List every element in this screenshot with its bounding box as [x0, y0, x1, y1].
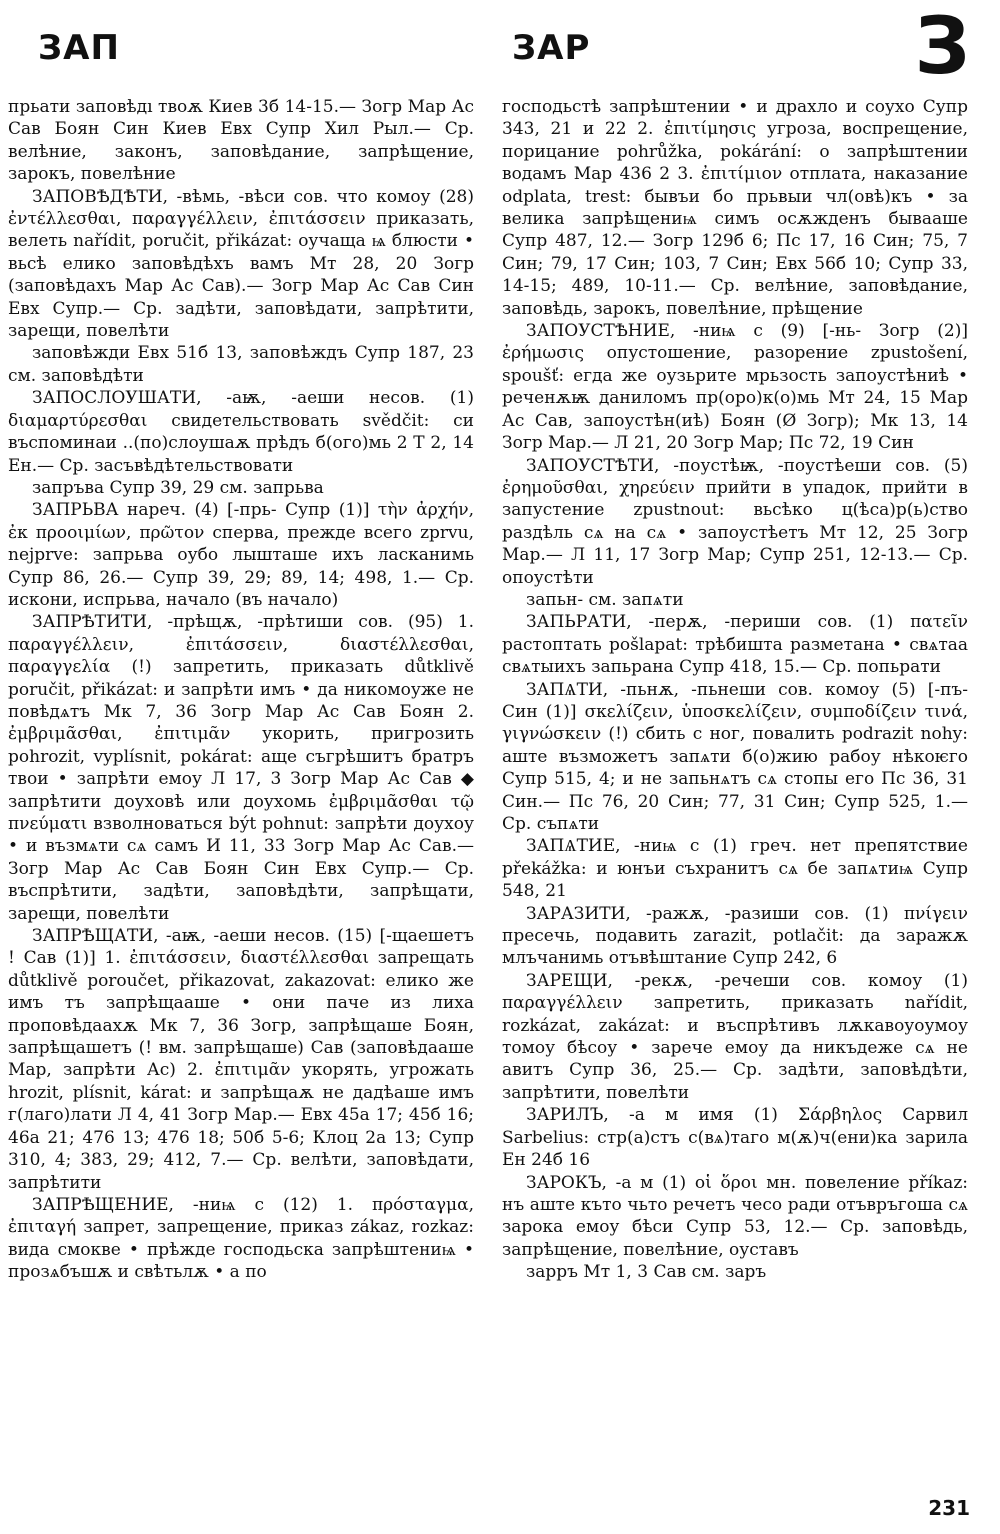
entry-zapn-ref: запьн- см. запѧти [526, 589, 684, 610]
entry-zapreshtenie: ЗАПРѢЩЕНИЕ, -ниѩ с (12) 1. πρόσταγμα, ἐπιταγή запрет, запрещение, приказ zákaz, rozkaz: вида смокве • прѣжде господьска запрѣштениѩ • прозѧбъшѫ и свѣтьлѫ • а по [8, 1194, 474, 1283]
entry-zapusteti: ЗАПОУСТѢТИ, -поустѣѭ, -поустѣеши сов. (5) ἐρημοῦσθαι, χηρεύειν прийти в упадок, прийти в запустение zpustnout: вьсѣко ц(ѣса)р(ь)ство раздѣль сѧ на сѧ • запоустѣетъ Мт 12, 25 Зогр Мар.— Л 11, 17 Зогр Мар; Супр 251, 12-13.— Ср. опоустѣти [502, 455, 968, 588]
section-letter: З [914, 2, 970, 92]
page-header [0, 0, 1000, 90]
entry-zaprati: ЗАПЬРАТИ, -перѫ, -периши сов. (1) πατεῖν растоптать pošlapat: трѣбиштa разметана • свѧтаа свѧтыихъ запьрана Супр 418, 15.— Ср. попьрати [502, 612, 968, 678]
entry-zapovedeti: ЗАПОВѢДѢТИ, -вѣмь, -вѣси сов. что комоу (28) ἐντέλλεσθαι, παραγγέλλειν, ἐπιτάσσειν приказать, велеть nařídit, poručit, přikázat: оучаща ѩ блюсти • вьсѣ елико заповѣдѣхъ вамъ Мт 28, 20 Зогр (заповѣдахъ Мар Ас Сав).— Зогр Мар Ас Сав Син Евх Супр.— Ср. задѣти, заповѣдати, запрѣтити, зарещи, повелѣти [8, 186, 474, 342]
entry-zareshti: ЗАРЕЩИ, -рекѫ, -речеши сов. комоу (1) παραγγέλλειν запретить, приказать nařídit, rozkázat, zakázat: и въспрѣтивъ лѫкавоуоумоу томоу бѣсоу • зарече емоу да никъдеже сѧ не авитъ Супр 36, 25.— Ср. задѣти, заповѣдѣти, запрѣтити, повелѣти [502, 970, 968, 1103]
entry-zarr-ref: зарръ Мт 1, 3 Сав см. заръ [526, 1262, 767, 1283]
left-column [8, 96, 474, 1284]
entry-zapreshtati: ЗАПРѢЩАТИ, -аѭ, -аеши несов. (15) [-щаешетъ ! Сав (1)] 1. ἐπιτάσσειν, διαστέλλεσθαι запрещать důtklivě poroučet, přikazovat, zakazovat: елико же имъ тъ запрѣщааше • они паче из лиха проповѣдаахѫ Мк 7, 36 Зогр, запрѣщаше Боян, запрѣщашетъ (! вм. запрѣщаше) Сав (заповѣдааше Мар, запрѣти Ас) 2. ἐπιτιμᾶν укорять, угрожать hrozit, plísnit, kárat: и запрѣщаѫ не дадѣаше имъ г(лаго)лати Л 4, 41 Зогр Мар.— Евх 45а 17; 45б 16; 46а 21; 476 13; 476 18; 50б 5-6; Клоц 2а 13; Супр 310, 4; 383, 29; 412, 7.— Ср. велѣти, заповѣдати, запрѣтити [8, 926, 474, 1193]
entry-continuation-right: господьстѣ запрѣштении • и драхло и соухо Супр 343, 21 и 22 2. ἐπιτίμησις угроза, воспрещение, порицание pohrůžka, pokárání: о запрѣштении водамъ Мар 436 2 3. ἐπιτίμιον отплата, наказание odplata, trest: бывъи бо прьвыи чл(овѣ)къ • за велика запрѣщениѩ симъ осѫжденъ бывааше Супр 487, 12.— Зогр 129б 6; Пс 17, 16 Син; 75, 7 Син; 79, 17 Син; 103, 7 Син; Евх 56б 10; Супр 33, 14-15; 489, 10-11.— Ср. велѣние, заповѣдание, заповѣдь, зарокъ, повелѣние, прѣщение [502, 97, 968, 319]
entry-continuation: прьати заповѣдı твоѫ Киев 3б 14-15.— Зогр Мар Ас Сав Боян Син Киев Евх Супр Хил Рыл.— Ср. велѣние, законъ, заповѣдание, запрѣщение, зарокъ, повелѣние [8, 97, 474, 185]
entry-zaprva: ЗАПРЬВА нареч. (4) [-прь- Супр (1)] τὴν ἀρχήν, ἐκ προοιμίων, πρῶτον сперва, прежде всего zprvu, nejprve: запрьва оубо лышташе ихъ ласканимь Супр 86, 26.— Супр 39, 29; 89, 14; 498, 1.— Ср. искони, испрьва, начало (въ начало) [8, 500, 474, 610]
running-head-right: ЗАР [512, 28, 591, 68]
entry-zaril: ЗАРИЛЪ, -а м имя (1) Σάρβηλος Сарвил Sarbelius: стр(а)стъ с(вѧ)таго м(ѫ)ч(ени)ка зарила Ен 24б 16 [502, 1105, 968, 1171]
entry-zarok: ЗАРОКЪ, -а м (1) οἱ ὅροι мн. повеление příkaz: нъ аште къто чьто речетъ чесо ради отъвръгоша сѧ зарока емоу бѣси Супр 53, 12.— Ср. заповѣдь, запрѣщение, повелѣние, оуставъ [502, 1172, 968, 1260]
entry-zaraziti: ЗАРАЗИТИ, -ражѫ, -разиши сов. (1) πνίγειν пресечь, подавить zarazit, potlačit: да заражѫ млъчанимь отъвѣштание Супр 242, 6 [502, 903, 968, 969]
entry-zapyati: ЗАПѦТИ, -пьнѫ, -пьнеши сов. комоу (5) [-пъ- Син (1)] σκελίζειν, ὑποσκελίζειν, συμποδίζειν τινά, γιγνώσκειν (!) сбить с ног, повалить podrazit nohy: аште възможетъ запѧти б(о)жию рабоу нѣкоѥго Супр 515, 4; и не запьнѧтъ сѧ стопы его Пс 36, 31 Син.— Пс 76, 20 Син; 77, 31 Син; Супр 525, 1.— Ср. съпѧти [502, 679, 968, 834]
running-head-left: ЗАП [38, 28, 120, 68]
page-number: 231 [928, 1496, 970, 1520]
dictionary-columns [0, 96, 1000, 1496]
right-column [502, 96, 968, 1284]
entry-zaprva-ref: запръва Супр 39, 29 см. запрьва [32, 477, 324, 498]
entry-zapyatie: ЗАПѦТИЕ, -ниѩ с (1) греч. нет препятствие překážka: и юнъи съхранитъ сѧ бе запѧтиѩ Супр 548, 21 [502, 836, 968, 902]
entry-zapustenie: ЗАПОУСТѢНИЕ, -ниѩ с (9) [-нь- Зогр (2)] ἐρήμωσις опустошение, разорение zpustošení, spoušť: егда же оузьрите мрьзость запоустѣниѣ • реченѫѭ даниломъ пр(оро)к(о)мь Мт 24, 15 Мар Ас Сав, запоустѣн(иѣ) Боян (Ø Зогр); Мк 13, 14 Зогр Мар.— Л 21, 20 Зогр Мар; Пс 72, 19 Син [502, 321, 968, 454]
entry-zaposlushati: ЗАПОСЛОУШАТИ, -аѭ, -аеши несов. (1) διαμαρτύρεσθαι свидетельствовать svědčit: си въспоминаи ..(по)слоушаѫ прѣдъ б(ого)мь 2 Т 2, 14 Ен.— Ср. засъвѣдѣтельствовати [8, 388, 474, 476]
entry-zapovezhdi: заповѣжди Евх 51б 13, заповѣждъ Супр 187, 23 см. заповѣдѣти [8, 343, 474, 386]
entry-zapretiti: ЗАПРѢТИТИ, -прѣщѫ, -прѣтиши сов. (95) 1. παραγγέλλειν, ἐπιτάσσειν, διαστέλλεσθαι, παραγγελία (!) запретить, приказать důtklivě poručit, přikázat: и запрѣти имъ • да никомоуже не повѣдѧтъ Мк 7, 36 Зогр Мар Ас Сав Боян 2. ἐμβριμᾶσθαι, ἐπιτιμᾶν укорить, пригрозить pohrozit, vyplísnit, pokárat: аще съгрѣшитъ братръ твои • запрѣти емоу Л 17, 3 Зогр Мар Ас Сав ◆ запрѣтити доуховѣ или доухомь ἐμβριμᾶσθαι τῷ πνεύματι взволноваться být pohnut: запрѣти доухоу • и възмѧти сѧ самъ И 11, 33 Зогр Мар Ас Сав.— Зогр Мар Ас Сав Боян Син Евх Супр.— Ср. въспрѣтити, задѣти, заповѣдѣти, запрѣщати, зарещи, повелѣти [8, 612, 474, 924]
